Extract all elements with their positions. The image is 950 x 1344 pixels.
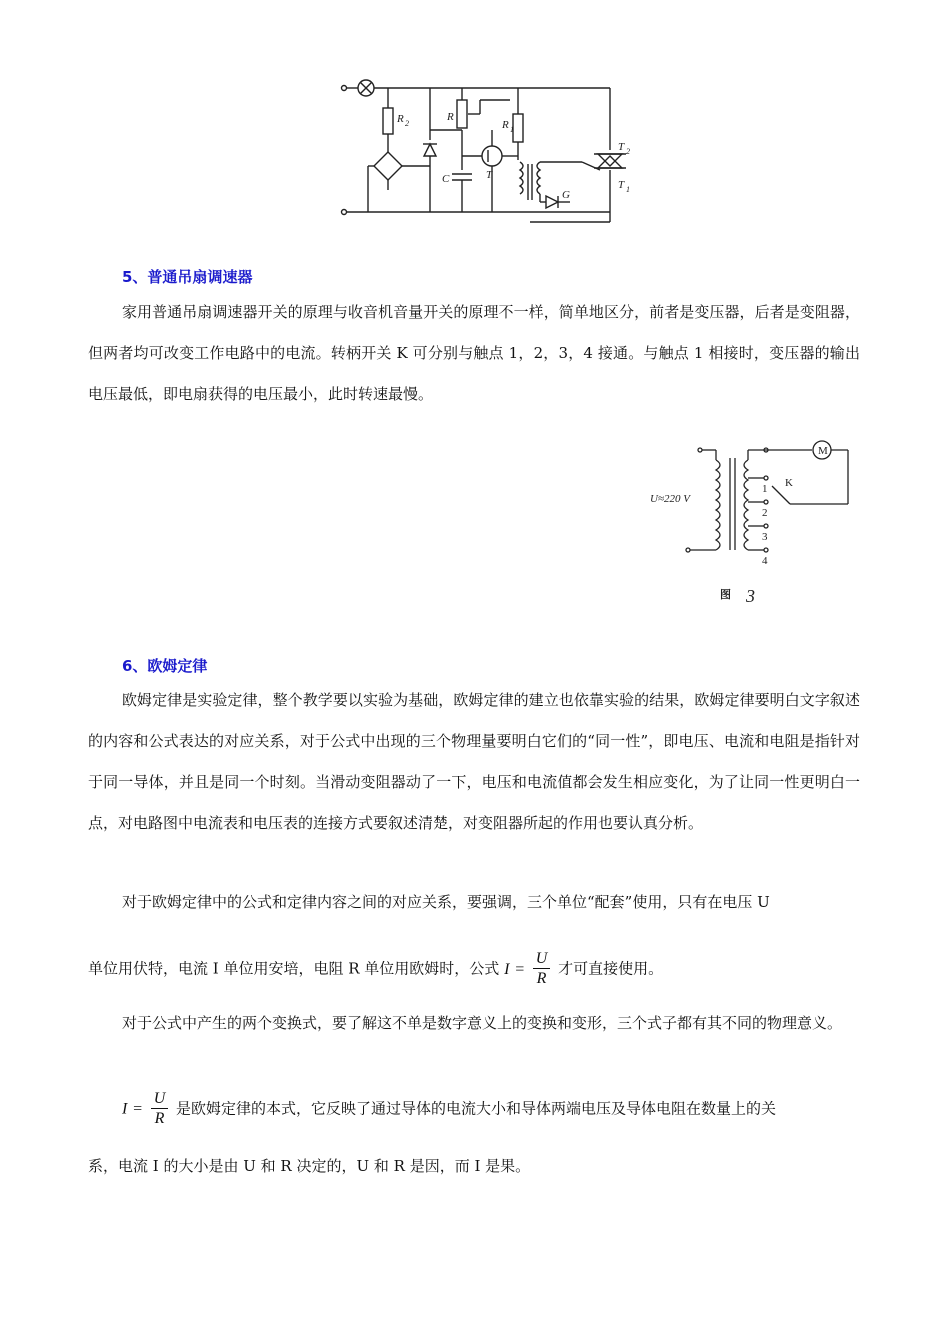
switch-k-label: K: [785, 477, 793, 489]
paragraph-4-text: 是欧姆定律的本式，它反映了通过导体的电流大小和导体两端电压及导体电阻在数量上的关: [176, 1099, 777, 1118]
label-r: R: [447, 111, 454, 123]
label-t: T: [486, 169, 493, 181]
formula-fraction: [533, 950, 551, 989]
section6-heading: 6、欧姆定律: [122, 657, 208, 675]
tap-1: 1: [762, 483, 768, 495]
section5-heading: 5、普通吊扇调速器: [122, 268, 253, 286]
label-t1: T: [618, 179, 625, 191]
label-t2: T: [618, 141, 625, 153]
label-c: C: [442, 173, 450, 185]
label-t2-sub: 2: [626, 147, 630, 156]
formula2-denominator: R: [154, 1110, 165, 1127]
tap-4: 4: [762, 555, 768, 567]
label-r1-sub: 1: [510, 125, 514, 134]
formula2-numerator: U: [151, 1090, 169, 1109]
section6-paragraph-4-line1: [122, 1090, 776, 1129]
tap-3: 3: [762, 531, 768, 543]
tap-2: 2: [762, 507, 768, 519]
formula-line-text-before: 单位用伏特，电流 I 单位用安培，电阻 R 单位用欧姆时，公式: [88, 959, 500, 978]
section5-paragraph: 家用普通吊扇调速器开关的原理与收音机音量开关的原理不一样，简单地区分，前者是变压器，后者是变阻器，但两者均可改变工作电路中的电流。转柄开关 K 可分别与触点 1，2，3，4 接通。与触点 1 相接时，变压器的输出电压最低，即电扇获得的电压最小，此时转速最慢。: [88, 303, 860, 403]
label-g: G: [562, 189, 570, 201]
figure-caption-word: 图: [720, 589, 731, 601]
section6-paragraph-2: 对于欧姆定律中的公式和定律内容之间的对应关系，要强调，三个单位“配套”使用，只有在电压 U: [122, 893, 770, 911]
label-r2: R: [397, 113, 404, 125]
formula2-lhs: I: [122, 1100, 128, 1118]
motor-label: M: [818, 445, 828, 457]
label-r2-sub: 2: [405, 119, 409, 128]
label-t1-sub: 1: [626, 185, 630, 194]
formula-lhs: I: [504, 960, 510, 978]
section6-paragraph-3: 对于公式中产生的两个变换式，要了解这不单是数字意义上的变换和变形，三个式子都有其不同的物理意义。: [122, 1014, 843, 1032]
thyristor-circuit-diagram: [330, 70, 650, 235]
section6-paragraph-4-line2: 系，电流 I 的大小是由 U 和 R 决定的，U 和 R 是因，而 I 是果。: [88, 1157, 531, 1175]
formula-line-text-after: 才可直接使用。: [558, 959, 664, 978]
voltage-label: U≈220 V: [650, 493, 690, 505]
formula-denominator: R: [536, 970, 547, 987]
section6-formula-line: [88, 950, 663, 989]
formula-numerator: U: [533, 950, 551, 969]
ohm-formula-inline: [504, 950, 558, 987]
formula2-eq: =: [132, 1100, 143, 1118]
formula2-fraction: [151, 1090, 169, 1129]
label-r1: R: [502, 119, 509, 131]
figure-caption-number: 3: [746, 586, 755, 606]
section6-paragraph-1: 欧姆定律是实验定律，整个教学要以实验为基础，欧姆定律的建立也依靠实验的结果，欧姆定律要明白文字叙述的内容和公式表达的对应关系，对于公式中出现的三个物理量要明白它们的“同一性”，即电压、电流和电阻是指针对于同一导体，并且是同一个时刻。当滑动变阻器动了一下，电压和电流值都会发生相应变化，为了让同一性更明白一点，对电路图中电流表和电压表的连接方式要叙述清楚，对变阻器所起的作用也要认真分析。: [88, 691, 860, 832]
fan-regulator-diagram: [650, 440, 870, 610]
formula-eq: =: [514, 960, 525, 978]
